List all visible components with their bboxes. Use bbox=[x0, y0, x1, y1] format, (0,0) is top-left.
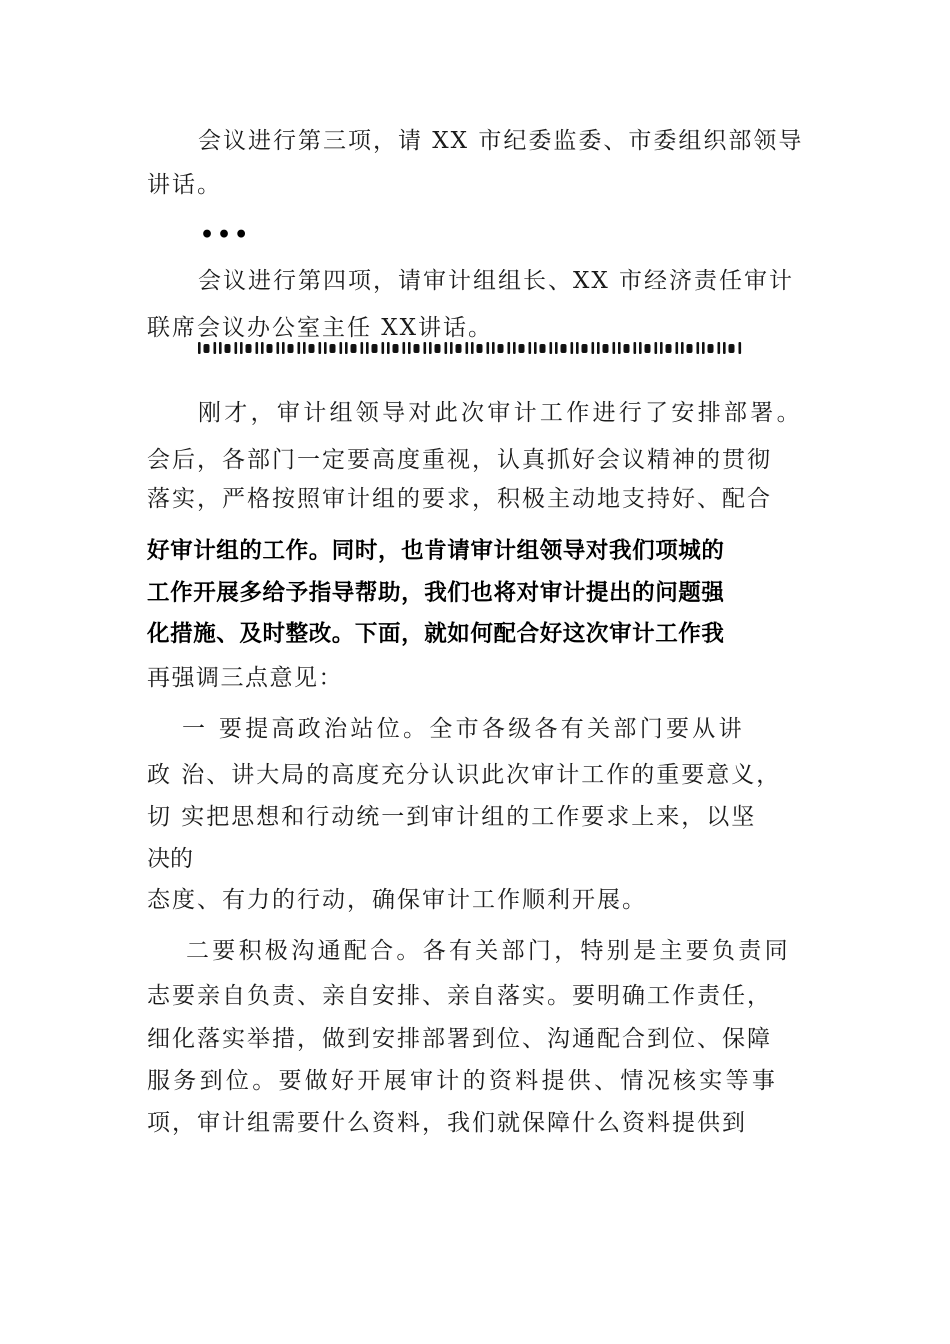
paragraph-line: 落实，严格按照审计组的要求，积极主动地支持好、配合 bbox=[147, 486, 772, 512]
paragraph-line-bold: 工作开展多给予指导帮助，我们也将对审计提出的问题强 bbox=[147, 580, 725, 606]
paragraph-line: 项，审计组需要什么资料，我们就保障什么资料提供到 bbox=[147, 1110, 747, 1136]
paragraph-line: 二要积极沟通配合。各有关部门，特别是主要负责同 bbox=[186, 938, 791, 964]
paragraph-line: 联席会议办公室主任 XX讲话。 bbox=[147, 315, 494, 341]
paragraph-line: 讲话。 bbox=[147, 172, 222, 198]
paragraph-line: 会议进行第三项，请 XX 市纪委监委、市委组织部领导 bbox=[198, 128, 804, 154]
paragraph-line: 刚才，审计组领导对此次审计工作进行了安排部署。 bbox=[198, 400, 803, 426]
paragraph-line-bold: 好审计组的工作。同时，也肯请审计组领导对我们项城的 bbox=[147, 538, 725, 564]
paragraph-line: 再强调三点意见： bbox=[147, 665, 343, 691]
paragraph-line: 态度、有力的行动，确保审计工作顺利开展。 bbox=[147, 887, 647, 913]
paragraph-line: 决的 bbox=[147, 846, 193, 872]
paragraph-line: 服务到位。要做好开展审计的资料提供、情况核实等事 bbox=[147, 1068, 779, 1094]
paragraph-line-bold: 化措施、及时整改。下面，就如何配合好这次审计工作我 bbox=[147, 621, 725, 647]
ellipsis-mark: ••• bbox=[200, 222, 252, 248]
decorative-divider bbox=[196, 341, 746, 355]
paragraph-line: 会议进行第四项，请审计组组长、XX 市经济责任审计 bbox=[198, 268, 795, 294]
paragraph-line: 会后，各部门一定要高度重视，认真抓好会议精神的贯彻 bbox=[147, 447, 772, 473]
paragraph-line: 切 实把思想和行动统一到审计组的工作要求上来，以坚 bbox=[147, 804, 757, 830]
paragraph-line: 志要亲自负责、亲自安排、亲自落实。要明确工作责任， bbox=[147, 983, 772, 1009]
paragraph-line: 细化落实举措，做到安排部署到位、沟通配合到位、保障 bbox=[147, 1026, 772, 1052]
paragraph-line: 一 要提高政治站位。全市各级各有关部门要从讲 bbox=[182, 716, 745, 742]
paragraph-line: 政 治、讲大局的高度充分认识此次审计工作的重要意义， bbox=[147, 762, 782, 788]
